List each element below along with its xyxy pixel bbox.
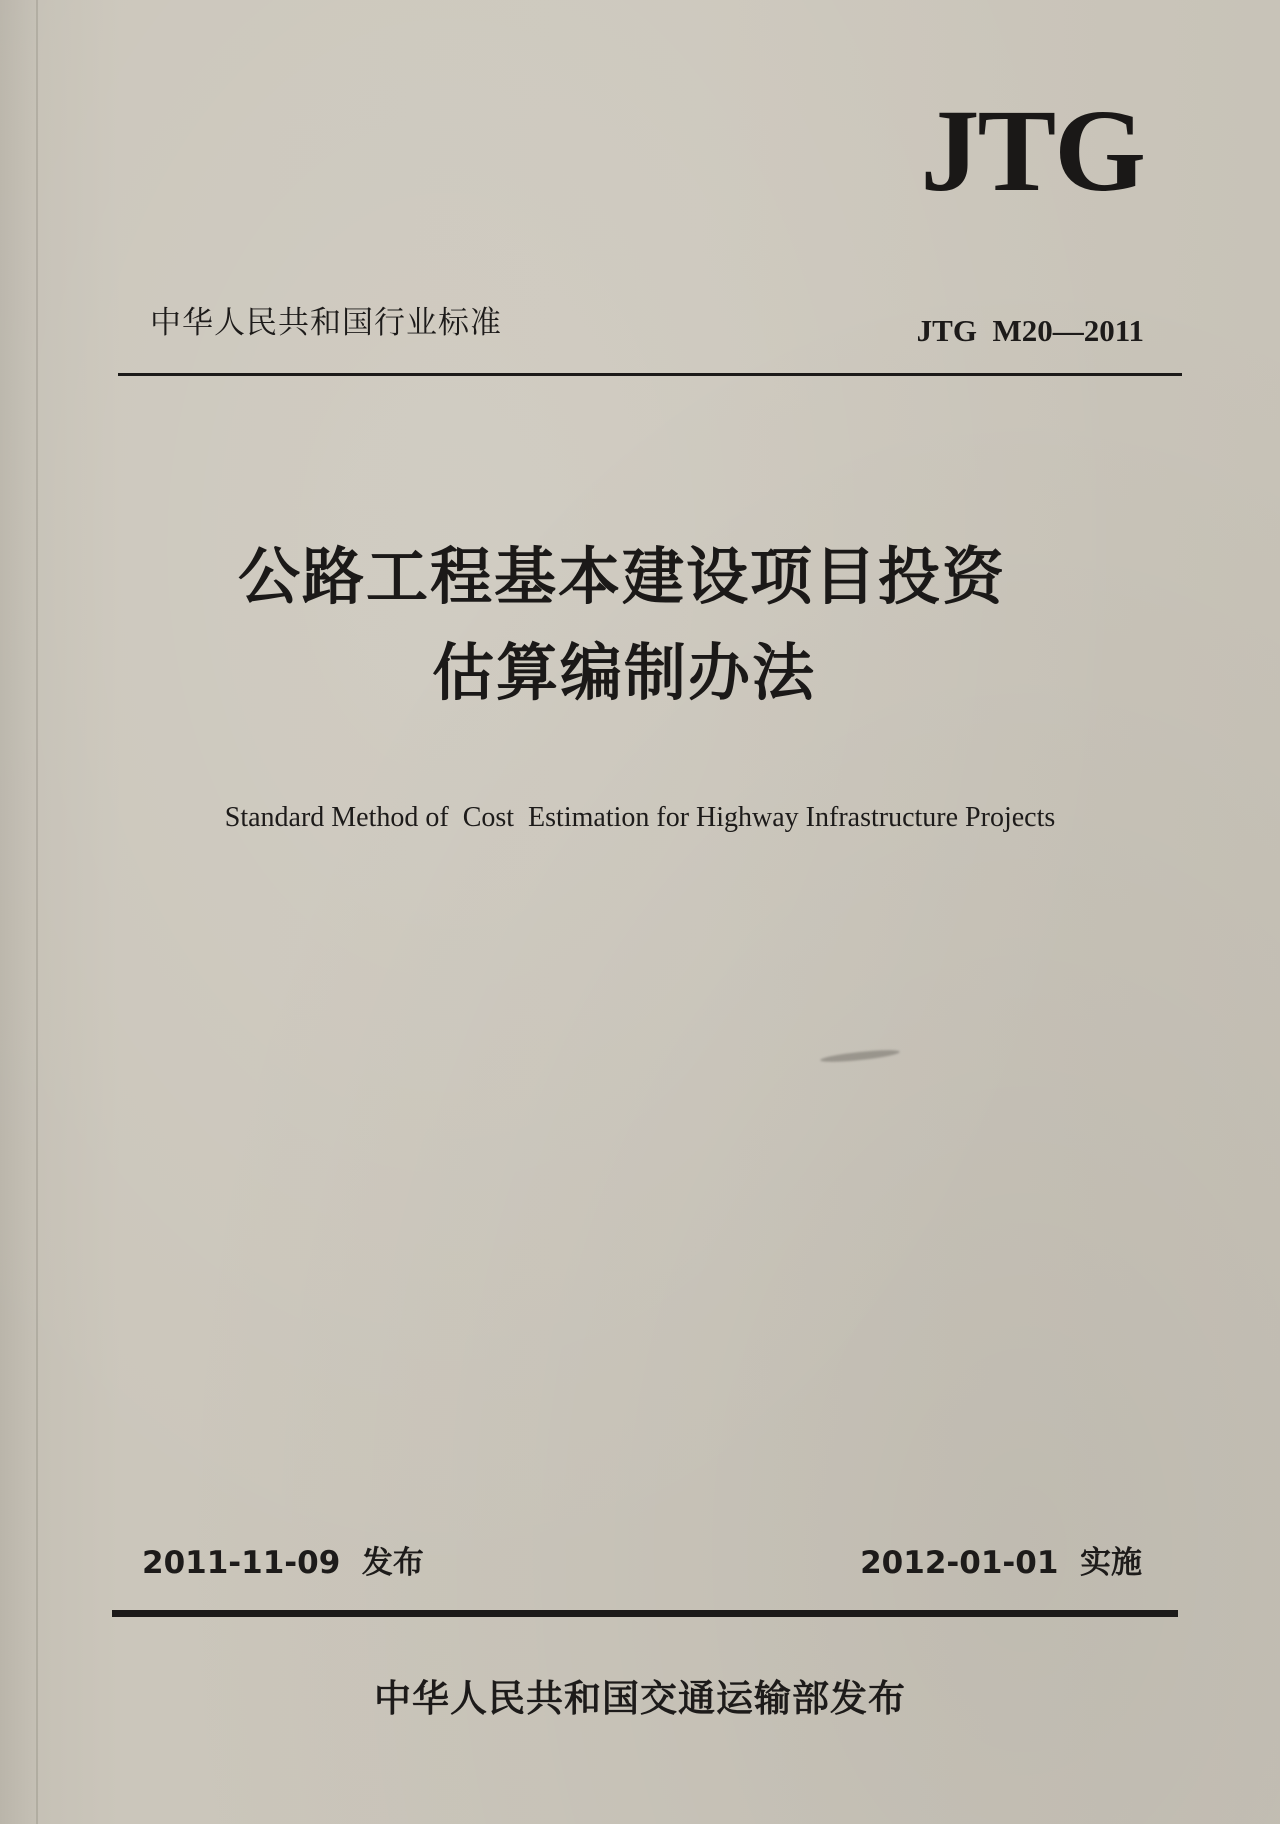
effective-date: 2012-01-01 实施: [860, 1545, 1142, 1581]
standard-code: JTG M20—2011: [916, 313, 1144, 348]
top-divider: [118, 373, 1182, 376]
bottom-divider: [112, 1610, 1178, 1617]
issue-date: 2011-11-09 发布: [142, 1545, 424, 1581]
brand-logo: JTG: [920, 85, 1144, 216]
spine-edge: [36, 0, 38, 1824]
title-line-2: 估算编制办法: [431, 636, 816, 709]
english-title: Standard Method of Cost Estimation for Highway Infrastructure Projects: [224, 802, 1056, 833]
standard-label: 中华人民共和国行业标准: [150, 305, 502, 341]
publisher: 中华人民共和国交通运输部发布: [374, 1677, 906, 1720]
title-line-1: 公路工程基本建设项目投资: [237, 540, 1006, 613]
surface-smudge: [820, 1048, 900, 1064]
